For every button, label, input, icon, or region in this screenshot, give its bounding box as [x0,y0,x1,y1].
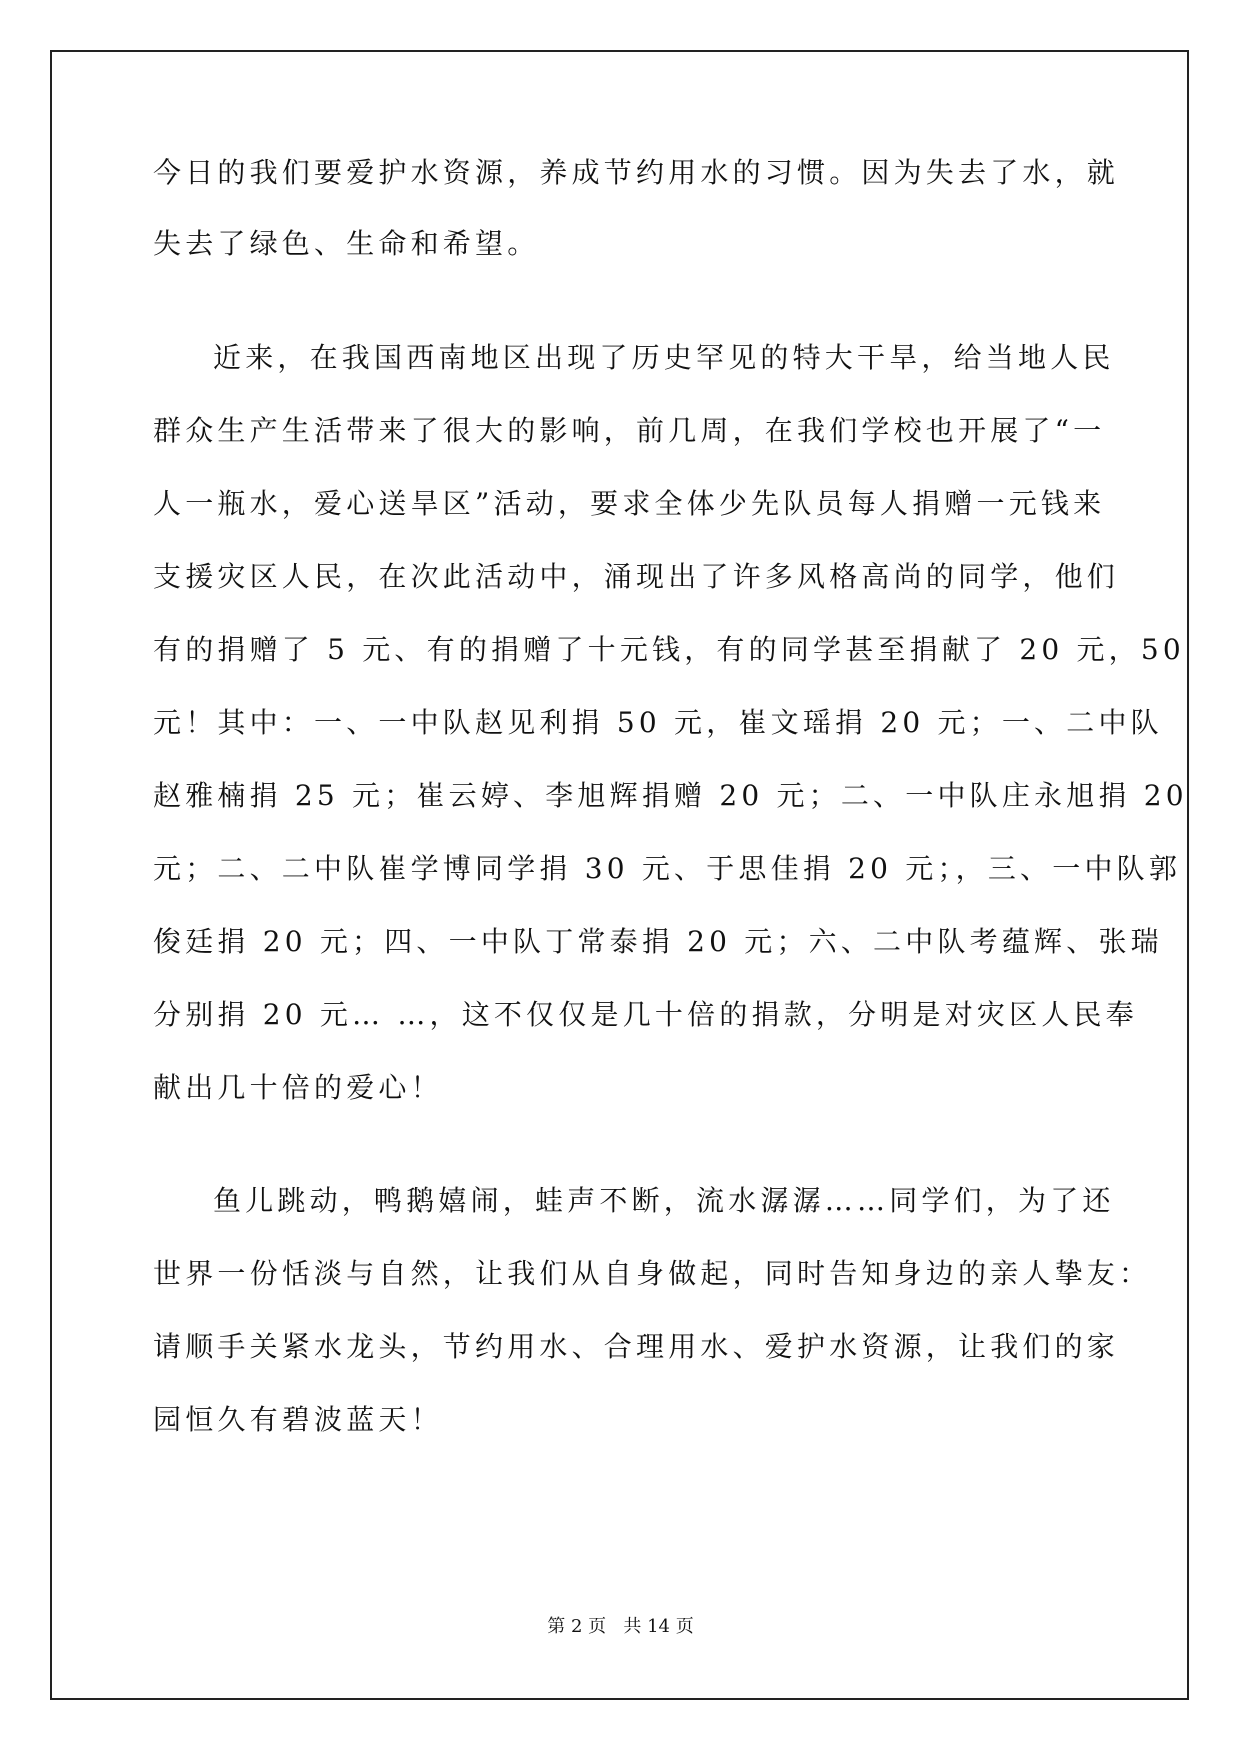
paragraph-line-9: 赵雅楠捐 25 元；崔云婷、李旭辉捐赠 20 元；二、一中队庄永旭捐 20 [153,779,1188,812]
paragraph-line-7: 有的捐赠了 5 元、有的捐赠了十元钱，有的同学甚至捐献了 20 元，50 [153,633,1185,666]
paragraph-line-10: 元；二、二中队崔学博同学捐 30 元、于思佳捐 20 元；，三、一中队郭 [153,852,1182,885]
page-number-footer: 第 2 页 共 14 页 [547,1616,694,1637]
paragraph-line-6: 支援灾区人民，在次此活动中，涌现出了许多风格高尚的同学，他们 [153,560,1120,593]
paragraph-line-16: 请顺手关紧水龙头，节约用水、合理用水、爱护水资源，让我们的家 [153,1330,1120,1363]
paragraph-line-13: 献出几十倍的爱心！ [153,1071,443,1104]
paragraph-line-2: 失去了绿色、生命和希望。 [153,227,540,260]
paragraph-line-3: 近来，在我国西南地区出现了历史罕见的特大干旱，给当地人民 [213,341,1115,374]
paragraph-line-14: 鱼儿跳动，鸭鹅嬉闹，蛙声不断，流水潺潺……同学们，为了还 [213,1184,1115,1217]
paragraph-line-1: 今日的我们要爱护水资源，养成节约用水的习惯。因为失去了水，就 [153,156,1120,189]
paragraph-line-4: 群众生产生活带来了很大的影响，前几周，在我们学校也开展了“一 [153,414,1106,447]
paragraph-line-11: 俊廷捐 20 元；四、一中队丁常泰捐 20 元；六、二中队考蕴辉、张瑞 [153,925,1163,958]
paragraph-line-17: 园恒久有碧波蓝天！ [153,1403,443,1436]
paragraph-line-12: 分别捐 20 元… …，这不仅仅是几十倍的捐款，分明是对灾区人民奉 [153,998,1138,1031]
paragraph-line-15: 世界一份恬淡与自然，让我们从自身做起，同时告知身边的亲人挚友： [153,1257,1152,1290]
paragraph-line-5: 人一瓶水，爱心送旱区”活动，要求全体少先队员每人捐赠一元钱来 [153,487,1106,520]
paragraph-line-8: 元！其中：一、一中队赵见利捐 50 元，崔文瑶捐 20 元；一、二中队 [153,706,1163,739]
